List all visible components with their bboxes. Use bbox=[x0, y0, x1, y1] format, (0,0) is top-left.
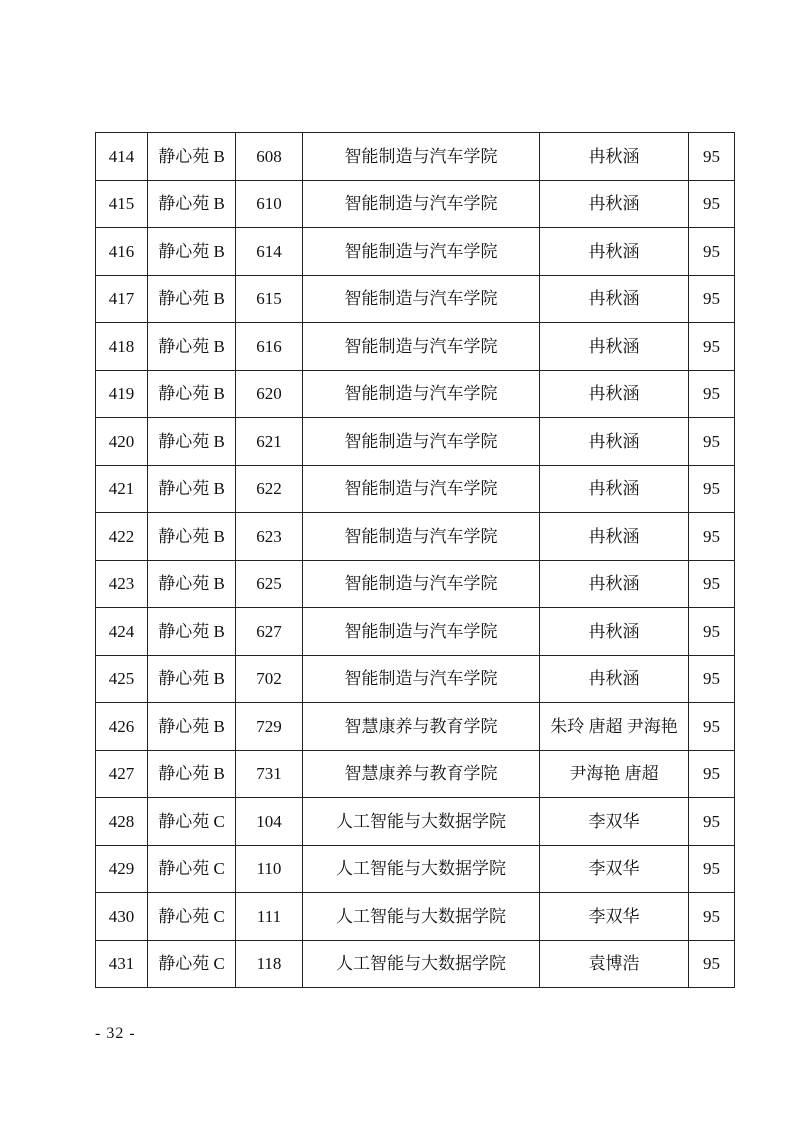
cell-score: 95 bbox=[689, 655, 735, 703]
cell-room: 621 bbox=[236, 418, 303, 466]
cell-college: 人工智能与大数据学院 bbox=[303, 845, 540, 893]
cell-score: 95 bbox=[689, 465, 735, 513]
cell-score: 95 bbox=[689, 893, 735, 941]
cell-room: 623 bbox=[236, 513, 303, 561]
cell-college: 智能制造与汽车学院 bbox=[303, 418, 540, 466]
cell-person-in-charge: 袁博浩 bbox=[540, 940, 689, 988]
cell-building: 静心苑 C bbox=[148, 940, 236, 988]
table-body bbox=[96, 133, 735, 988]
cell-college: 智能制造与汽车学院 bbox=[303, 323, 540, 371]
table-row bbox=[96, 370, 735, 418]
cell-building: 静心苑 B bbox=[148, 465, 236, 513]
table-row bbox=[96, 275, 735, 323]
cell-college: 人工智能与大数据学院 bbox=[303, 893, 540, 941]
cell-college: 人工智能与大数据学院 bbox=[303, 798, 540, 846]
cell-score: 95 bbox=[689, 228, 735, 276]
cell-room: 729 bbox=[236, 703, 303, 751]
cell-person-in-charge: 冉秋涵 bbox=[540, 180, 689, 228]
cell-row-number: 414 bbox=[96, 133, 148, 181]
table-row bbox=[96, 133, 735, 181]
cell-row-number: 430 bbox=[96, 893, 148, 941]
cell-building: 静心苑 B bbox=[148, 655, 236, 703]
cell-score: 95 bbox=[689, 798, 735, 846]
cell-building: 静心苑 B bbox=[148, 275, 236, 323]
cell-building: 静心苑 B bbox=[148, 560, 236, 608]
cell-row-number: 431 bbox=[96, 940, 148, 988]
cell-building: 静心苑 B bbox=[148, 703, 236, 751]
cell-room: 104 bbox=[236, 798, 303, 846]
cell-row-number: 424 bbox=[96, 608, 148, 656]
table-row bbox=[96, 323, 735, 371]
table-row bbox=[96, 703, 735, 751]
cell-building: 静心苑 B bbox=[148, 323, 236, 371]
cell-score: 95 bbox=[689, 750, 735, 798]
cell-college: 智能制造与汽车学院 bbox=[303, 133, 540, 181]
cell-person-in-charge: 冉秋涵 bbox=[540, 275, 689, 323]
cell-building: 静心苑 B bbox=[148, 513, 236, 561]
cell-row-number: 422 bbox=[96, 513, 148, 561]
cell-row-number: 417 bbox=[96, 275, 148, 323]
cell-person-in-charge: 李双华 bbox=[540, 798, 689, 846]
cell-score: 95 bbox=[689, 370, 735, 418]
table-row bbox=[96, 560, 735, 608]
cell-person-in-charge: 冉秋涵 bbox=[540, 655, 689, 703]
cell-score: 95 bbox=[689, 180, 735, 228]
cell-score: 95 bbox=[689, 608, 735, 656]
cell-college: 智能制造与汽车学院 bbox=[303, 560, 540, 608]
table-row bbox=[96, 940, 735, 988]
table-row bbox=[96, 798, 735, 846]
cell-building: 静心苑 C bbox=[148, 845, 236, 893]
cell-score: 95 bbox=[689, 845, 735, 893]
cell-college: 智能制造与汽车学院 bbox=[303, 513, 540, 561]
cell-score: 95 bbox=[689, 323, 735, 371]
cell-person-in-charge: 李双华 bbox=[540, 845, 689, 893]
cell-person-in-charge: 冉秋涵 bbox=[540, 418, 689, 466]
cell-room: 608 bbox=[236, 133, 303, 181]
cell-row-number: 427 bbox=[96, 750, 148, 798]
cell-college: 智能制造与汽车学院 bbox=[303, 465, 540, 513]
table-row bbox=[96, 465, 735, 513]
cell-room: 702 bbox=[236, 655, 303, 703]
table-row bbox=[96, 893, 735, 941]
cell-building: 静心苑 B bbox=[148, 228, 236, 276]
cell-room: 118 bbox=[236, 940, 303, 988]
cell-score: 95 bbox=[689, 418, 735, 466]
cell-room: 625 bbox=[236, 560, 303, 608]
cell-building: 静心苑 C bbox=[148, 798, 236, 846]
cell-person-in-charge: 冉秋涵 bbox=[540, 370, 689, 418]
cell-college: 智能制造与汽车学院 bbox=[303, 655, 540, 703]
cell-room: 616 bbox=[236, 323, 303, 371]
cell-room: 610 bbox=[236, 180, 303, 228]
cell-building: 静心苑 B bbox=[148, 750, 236, 798]
cell-room: 627 bbox=[236, 608, 303, 656]
cell-college: 智能制造与汽车学院 bbox=[303, 608, 540, 656]
cell-score: 95 bbox=[689, 560, 735, 608]
cell-college: 人工智能与大数据学院 bbox=[303, 940, 540, 988]
cell-row-number: 421 bbox=[96, 465, 148, 513]
cell-building: 静心苑 B bbox=[148, 180, 236, 228]
cell-row-number: 426 bbox=[96, 703, 148, 751]
cell-person-in-charge: 李双华 bbox=[540, 893, 689, 941]
cell-row-number: 420 bbox=[96, 418, 148, 466]
cell-score: 95 bbox=[689, 133, 735, 181]
cell-college: 智能制造与汽车学院 bbox=[303, 228, 540, 276]
cell-college: 智慧康养与教育学院 bbox=[303, 703, 540, 751]
cell-row-number: 419 bbox=[96, 370, 148, 418]
cell-row-number: 423 bbox=[96, 560, 148, 608]
cell-room: 620 bbox=[236, 370, 303, 418]
cell-score: 95 bbox=[689, 940, 735, 988]
cell-college: 智能制造与汽车学院 bbox=[303, 275, 540, 323]
cell-person-in-charge: 冉秋涵 bbox=[540, 465, 689, 513]
cell-person-in-charge: 冉秋涵 bbox=[540, 608, 689, 656]
cell-room: 731 bbox=[236, 750, 303, 798]
cell-score: 95 bbox=[689, 275, 735, 323]
cell-person-in-charge: 尹海艳 唐超 bbox=[540, 750, 689, 798]
table-row bbox=[96, 513, 735, 561]
cell-college: 智能制造与汽车学院 bbox=[303, 370, 540, 418]
cell-score: 95 bbox=[689, 703, 735, 751]
table-row bbox=[96, 608, 735, 656]
cell-row-number: 428 bbox=[96, 798, 148, 846]
cell-row-number: 415 bbox=[96, 180, 148, 228]
table-row bbox=[96, 418, 735, 466]
cell-person-in-charge: 冉秋涵 bbox=[540, 133, 689, 181]
cell-room: 622 bbox=[236, 465, 303, 513]
cell-row-number: 418 bbox=[96, 323, 148, 371]
dormitory-score-table bbox=[95, 132, 735, 988]
cell-college: 智慧康养与教育学院 bbox=[303, 750, 540, 798]
cell-room: 614 bbox=[236, 228, 303, 276]
cell-person-in-charge: 冉秋涵 bbox=[540, 513, 689, 561]
cell-person-in-charge: 冉秋涵 bbox=[540, 228, 689, 276]
cell-building: 静心苑 B bbox=[148, 418, 236, 466]
table-row bbox=[96, 750, 735, 798]
cell-person-in-charge: 冉秋涵 bbox=[540, 560, 689, 608]
cell-row-number: 416 bbox=[96, 228, 148, 276]
table-row bbox=[96, 228, 735, 276]
cell-building: 静心苑 C bbox=[148, 893, 236, 941]
page-number: - 32 - bbox=[95, 1025, 136, 1042]
cell-building: 静心苑 B bbox=[148, 370, 236, 418]
cell-room: 111 bbox=[236, 893, 303, 941]
cell-building: 静心苑 B bbox=[148, 133, 236, 181]
cell-room: 110 bbox=[236, 845, 303, 893]
table-row bbox=[96, 180, 735, 228]
cell-room: 615 bbox=[236, 275, 303, 323]
cell-score: 95 bbox=[689, 513, 735, 561]
cell-row-number: 429 bbox=[96, 845, 148, 893]
table-row bbox=[96, 655, 735, 703]
cell-college: 智能制造与汽车学院 bbox=[303, 180, 540, 228]
cell-row-number: 425 bbox=[96, 655, 148, 703]
table-row bbox=[96, 845, 735, 893]
cell-building: 静心苑 B bbox=[148, 608, 236, 656]
cell-person-in-charge: 朱玲 唐超 尹海艳 bbox=[540, 703, 689, 751]
cell-person-in-charge: 冉秋涵 bbox=[540, 323, 689, 371]
